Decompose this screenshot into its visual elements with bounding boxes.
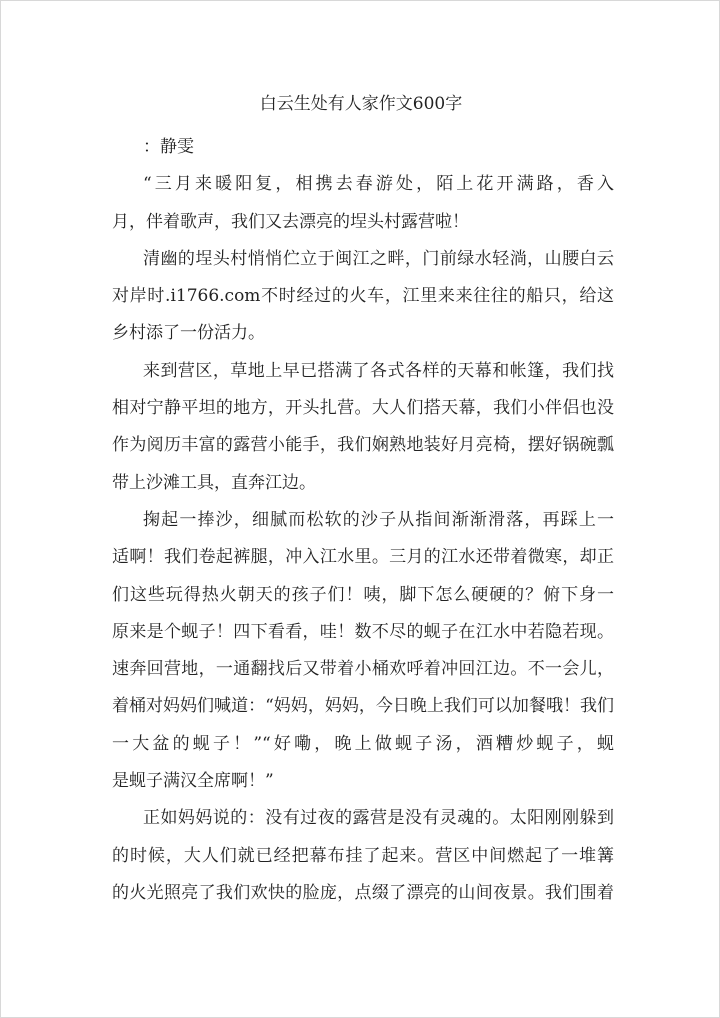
text-line: 适啊！我们卷起裤腿，冲入江水里。三月的江水还带着微寒，却正 xyxy=(112,547,614,568)
text-line: 掬起一捧沙，细腻而松软的沙子从指间渐渐滑落，再踩上一 xyxy=(143,509,614,530)
text-line: 正如妈妈说的：没有过夜的露营是没有灵魂的。太阳刚刚躲到 xyxy=(143,808,614,829)
document-body xyxy=(112,129,614,912)
text-line: “三月来暖阳复，相携去春游处，陌上花开满路，香入 xyxy=(143,174,614,195)
text-line: 乡村添了一份活力。 xyxy=(112,323,265,344)
text-line: 原来是个蚬子！四下看看，哇！数不尽的蚬子在江水中若隐若现。 xyxy=(112,621,614,642)
text-line: 清幽的埕头村悄悄伫立于闽江之畔，门前绿水轻淌，山腰白云 xyxy=(143,248,614,269)
text-line: 着桶对妈妈们喊道：“妈妈，妈妈，今日晚上我们可以加餐哦！我们 xyxy=(112,696,614,717)
text-line: 是蚬子满汉全席啊！” xyxy=(112,771,274,792)
text-line: 的时候，大人们就已经把幕布挂了起来。营区中间燃起了一堆篝 xyxy=(112,845,614,866)
paragraph xyxy=(112,502,614,800)
paragraph xyxy=(112,800,614,912)
document-title: 白云生处有人家作文600字 xyxy=(259,94,463,114)
text-line: 速奔回营地，一通翻找后又带着小桶欢呼着冲回江边。不一会儿， xyxy=(112,659,614,680)
text-line: 来到营区，草地上早已搭满了各式各样的天幕和帐篷，我们找 xyxy=(143,360,614,381)
text-line: 对岸时.i1766.com不时经过的火车，江里来来往往的船只，给这 xyxy=(112,286,614,307)
text-line: 相对宁静平坦的地方，开头扎营。大人们搭天幕，我们小伴侣也没 xyxy=(112,398,614,419)
paragraph xyxy=(112,241,614,353)
text-line: 月，伴着歌声，我们又去漂亮的埕头村露营啦！ xyxy=(112,211,469,232)
author-line: ：静雯 xyxy=(143,137,194,157)
text-line: 的火光照亮了我们欢快的脸庞，点缀了漂亮的山间夜景。我们围着 xyxy=(112,882,614,903)
text-line: 们这些玩得热火朝天的孩子们！咦，脚下怎么硬硬的？俯下身一 xyxy=(112,584,614,605)
paragraph xyxy=(112,353,614,502)
text-line: 带上沙滩工具，直奔江边。 xyxy=(112,472,316,493)
text-line: 一大盆的蚬子！”“好嘞，晚上做蚬子汤，酒糟炒蚬子，蚬 xyxy=(112,733,614,754)
text-line: 作为阅历丰富的露营小能手，我们娴熟地装好月亮椅，摆好锅碗瓢 xyxy=(112,435,614,456)
paragraph xyxy=(112,166,614,241)
